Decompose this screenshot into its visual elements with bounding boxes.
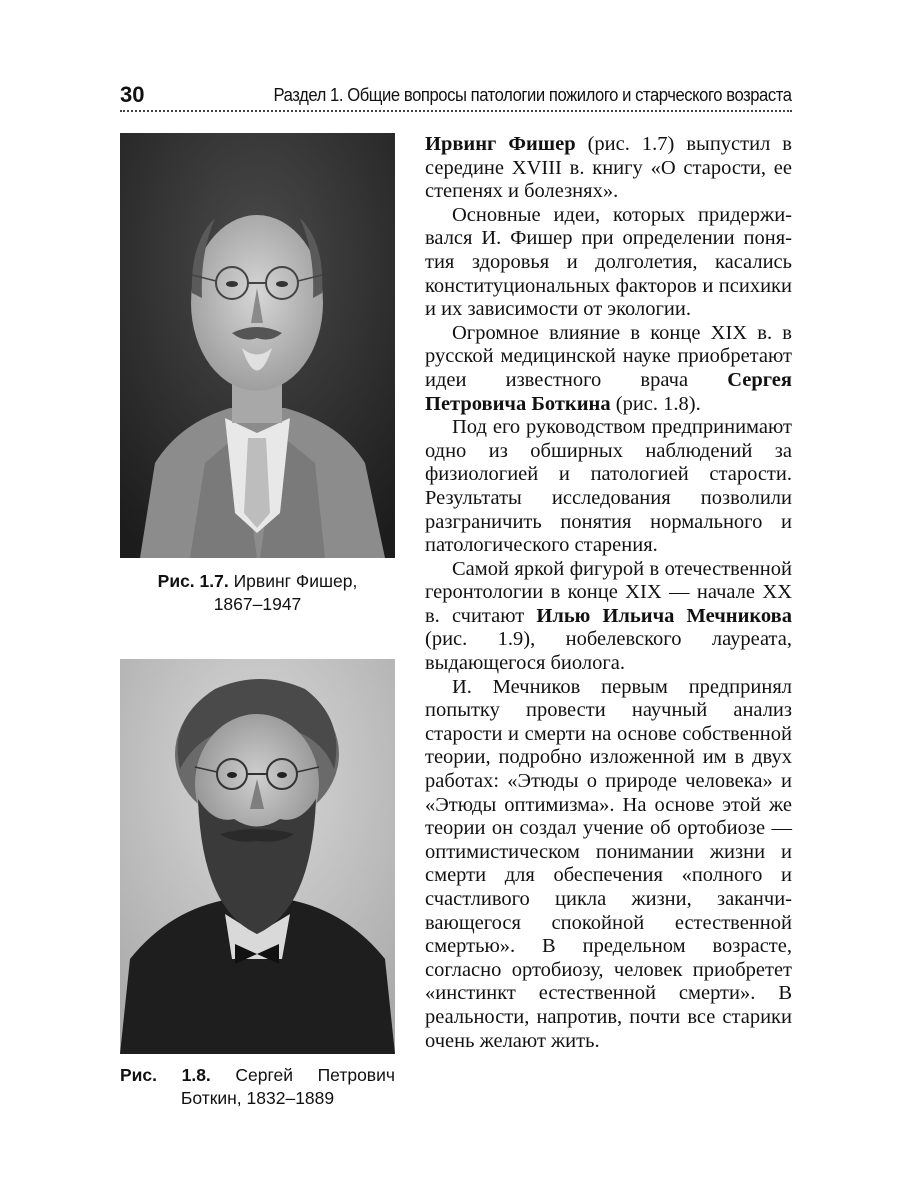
- paragraph-5-bold: Илью Ильича Мечникова: [536, 604, 792, 627]
- paragraph-3-text-b: (рис. 1.8).: [610, 392, 701, 415]
- caption-years: 1867–1947: [213, 594, 302, 614]
- header-dotted-rule: [120, 110, 792, 112]
- figure-caption-1-7: [120, 570, 395, 616]
- paragraph-1-text: (рис. 1.7) выпустил в середине XVIII в. книгу «О старости, ее степенях и болезнях».: [425, 133, 792, 203]
- paragraph-1-bold: Ирвинг Фишер: [425, 133, 576, 155]
- paragraph-6: И. Мечников первым предпринял попытку провести научный анализ старости и смерти на основе собственной теории, подробно изложенной им в двух работах: «Этюды о природе человека» и «Этюды оптимизма». На основе этой же теории он создал учение об ортобиозе — оптимистическом понимании жизни и смерти для обеспечения «полного и счастливого цикла жизни, заканчивающегося спокойной естественной смертью». В предельном возрасте, согласно ортобиозу, человек приобретет «инстинкт естественной смерти». В реальности, напротив, почти все старики очень желают жить.: [425, 675, 792, 1052]
- page-header: [120, 80, 792, 110]
- caption-line-2: Боткин, 1832–1889: [180, 1088, 335, 1108]
- portrait-fisher-illustration: [120, 133, 395, 558]
- caption-name: Ирвинг Фишер,: [233, 571, 358, 591]
- portrait-photo-fisher: [120, 133, 395, 558]
- page-number: 30: [120, 82, 145, 107]
- paragraph-1: [425, 133, 792, 204]
- caption-name-b: Петрович: [317, 1065, 395, 1085]
- caption-label-b: 1.8.: [181, 1065, 211, 1085]
- caption-name-a: Сергей: [235, 1065, 294, 1085]
- running-head: Раздел 1. Общие вопросы патологии пожилого и старческого возраста: [274, 84, 792, 105]
- paragraph-3-bold: Сергея Петровича Боткина: [425, 368, 792, 415]
- portrait-botkin-illustration: [120, 659, 395, 1054]
- figure-caption-1-8: [120, 1064, 395, 1110]
- paragraph-3-text-a: Огромное влияние в конце XIX в. в русской медицинской науке приобретают идеи известного врача: [425, 321, 792, 391]
- paragraph-2: Основные идеи, которых придерживался И. Фишер при определении понятия здоровья и долголетия, касались конституциональных факторов и психики и их зависимости от экологии.: [425, 203, 792, 321]
- body-text-column: [425, 133, 792, 1053]
- paragraph-5-text-b: (рис. 1.9), нобелевского лауреата, выдающегося биолога.: [425, 628, 792, 675]
- portrait-photo-botkin: [120, 659, 395, 1054]
- paragraph-3: [425, 322, 792, 416]
- paragraph-5: [425, 558, 792, 676]
- paragraph-5-text-a: Самой яркой фигурой в отечественной геронтологии в конце XIX — начале XX в. считают: [425, 557, 792, 627]
- caption-label: Рис. 1.7.: [157, 571, 229, 591]
- paragraph-4: Под его руководством предпринимают одно из обширных наблюдений за физиологией и патологией старости. Результаты исследования позволили разграничить понятия нормального и патологического старения.: [425, 416, 792, 557]
- caption-label-a: Рис.: [120, 1065, 158, 1085]
